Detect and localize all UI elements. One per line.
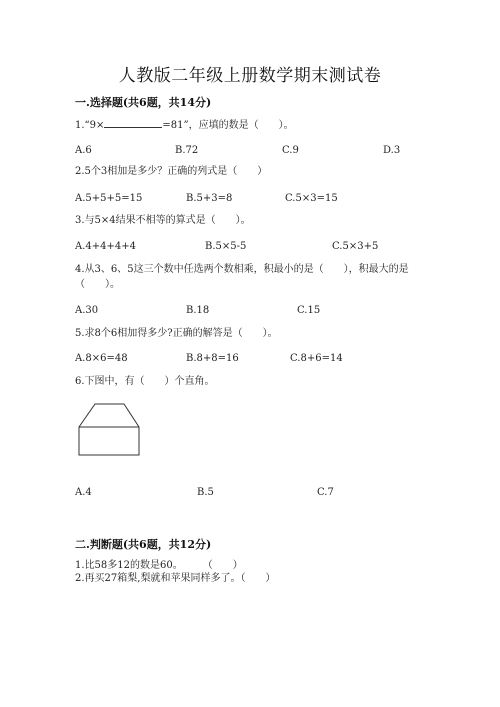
q5-option-a: A.8×6=48 <box>75 353 128 364</box>
judgment-item-2: 2.再买27箱梨,梨就和苹果同样多了。（ ） <box>75 573 276 584</box>
question-1-text-before: 1.“9× <box>75 120 105 131</box>
question-1 <box>75 117 294 133</box>
pentagon-figure <box>78 403 142 457</box>
q6-option-b: B.5 <box>197 487 214 498</box>
q5-option-c: C.8+6=14 <box>290 353 343 364</box>
q6-option-c: C.7 <box>317 487 334 498</box>
answer-blank <box>104 117 162 128</box>
q6-option-a: A.4 <box>75 487 92 498</box>
q1-option-b: B.72 <box>175 145 199 156</box>
page-title: 人教版二年级上册数学期末测试卷 <box>118 66 382 86</box>
question-2: 2.5个3相加是多少？正确的列式是（ ） <box>75 166 268 177</box>
q3-option-c: C.5×3+5 <box>332 241 379 252</box>
q3-option-a: A.4+4+4+4 <box>75 241 136 252</box>
question-3: 3.与5×4结果不相等的算式是（ ）。 <box>75 215 251 226</box>
q2-option-a: A.5+5+5=15 <box>75 193 143 204</box>
q4-option-a: A.30 <box>75 305 99 316</box>
question-1-text-after: =81”，应填的数是（ ）。 <box>162 120 294 131</box>
q2-option-c: C.5×3=15 <box>285 193 338 204</box>
judgment-item-1: 1.比58多12的数是60。 （ ） <box>75 560 243 571</box>
q2-option-b: B.5+3=8 <box>186 193 233 204</box>
q4-option-b: B.18 <box>186 305 210 316</box>
question-6: 6.下图中，有（ ）个直角。 <box>75 376 215 387</box>
q1-option-d: D.3 <box>383 145 401 156</box>
q3-option-b: B.5×5-5 <box>205 241 247 252</box>
section-heading-judgment: 二.判断题(共6题，共12分) <box>75 538 212 551</box>
q1-option-c: C.9 <box>282 145 299 156</box>
question-4: 4.从3、6、5这三个数中任选两个数相乘，积最小的是（ ），积最大的是（ ）。 <box>75 264 409 290</box>
section-heading-choice: 一.选择题(共6题，共14分) <box>75 96 212 109</box>
q4-option-c: C.15 <box>297 305 321 316</box>
q1-option-a: A.6 <box>75 145 92 156</box>
question-5: 5.求8个6相加得多少?正确的解答是（ ）。 <box>75 328 278 339</box>
q5-option-b: B.8+8=16 <box>186 353 239 364</box>
